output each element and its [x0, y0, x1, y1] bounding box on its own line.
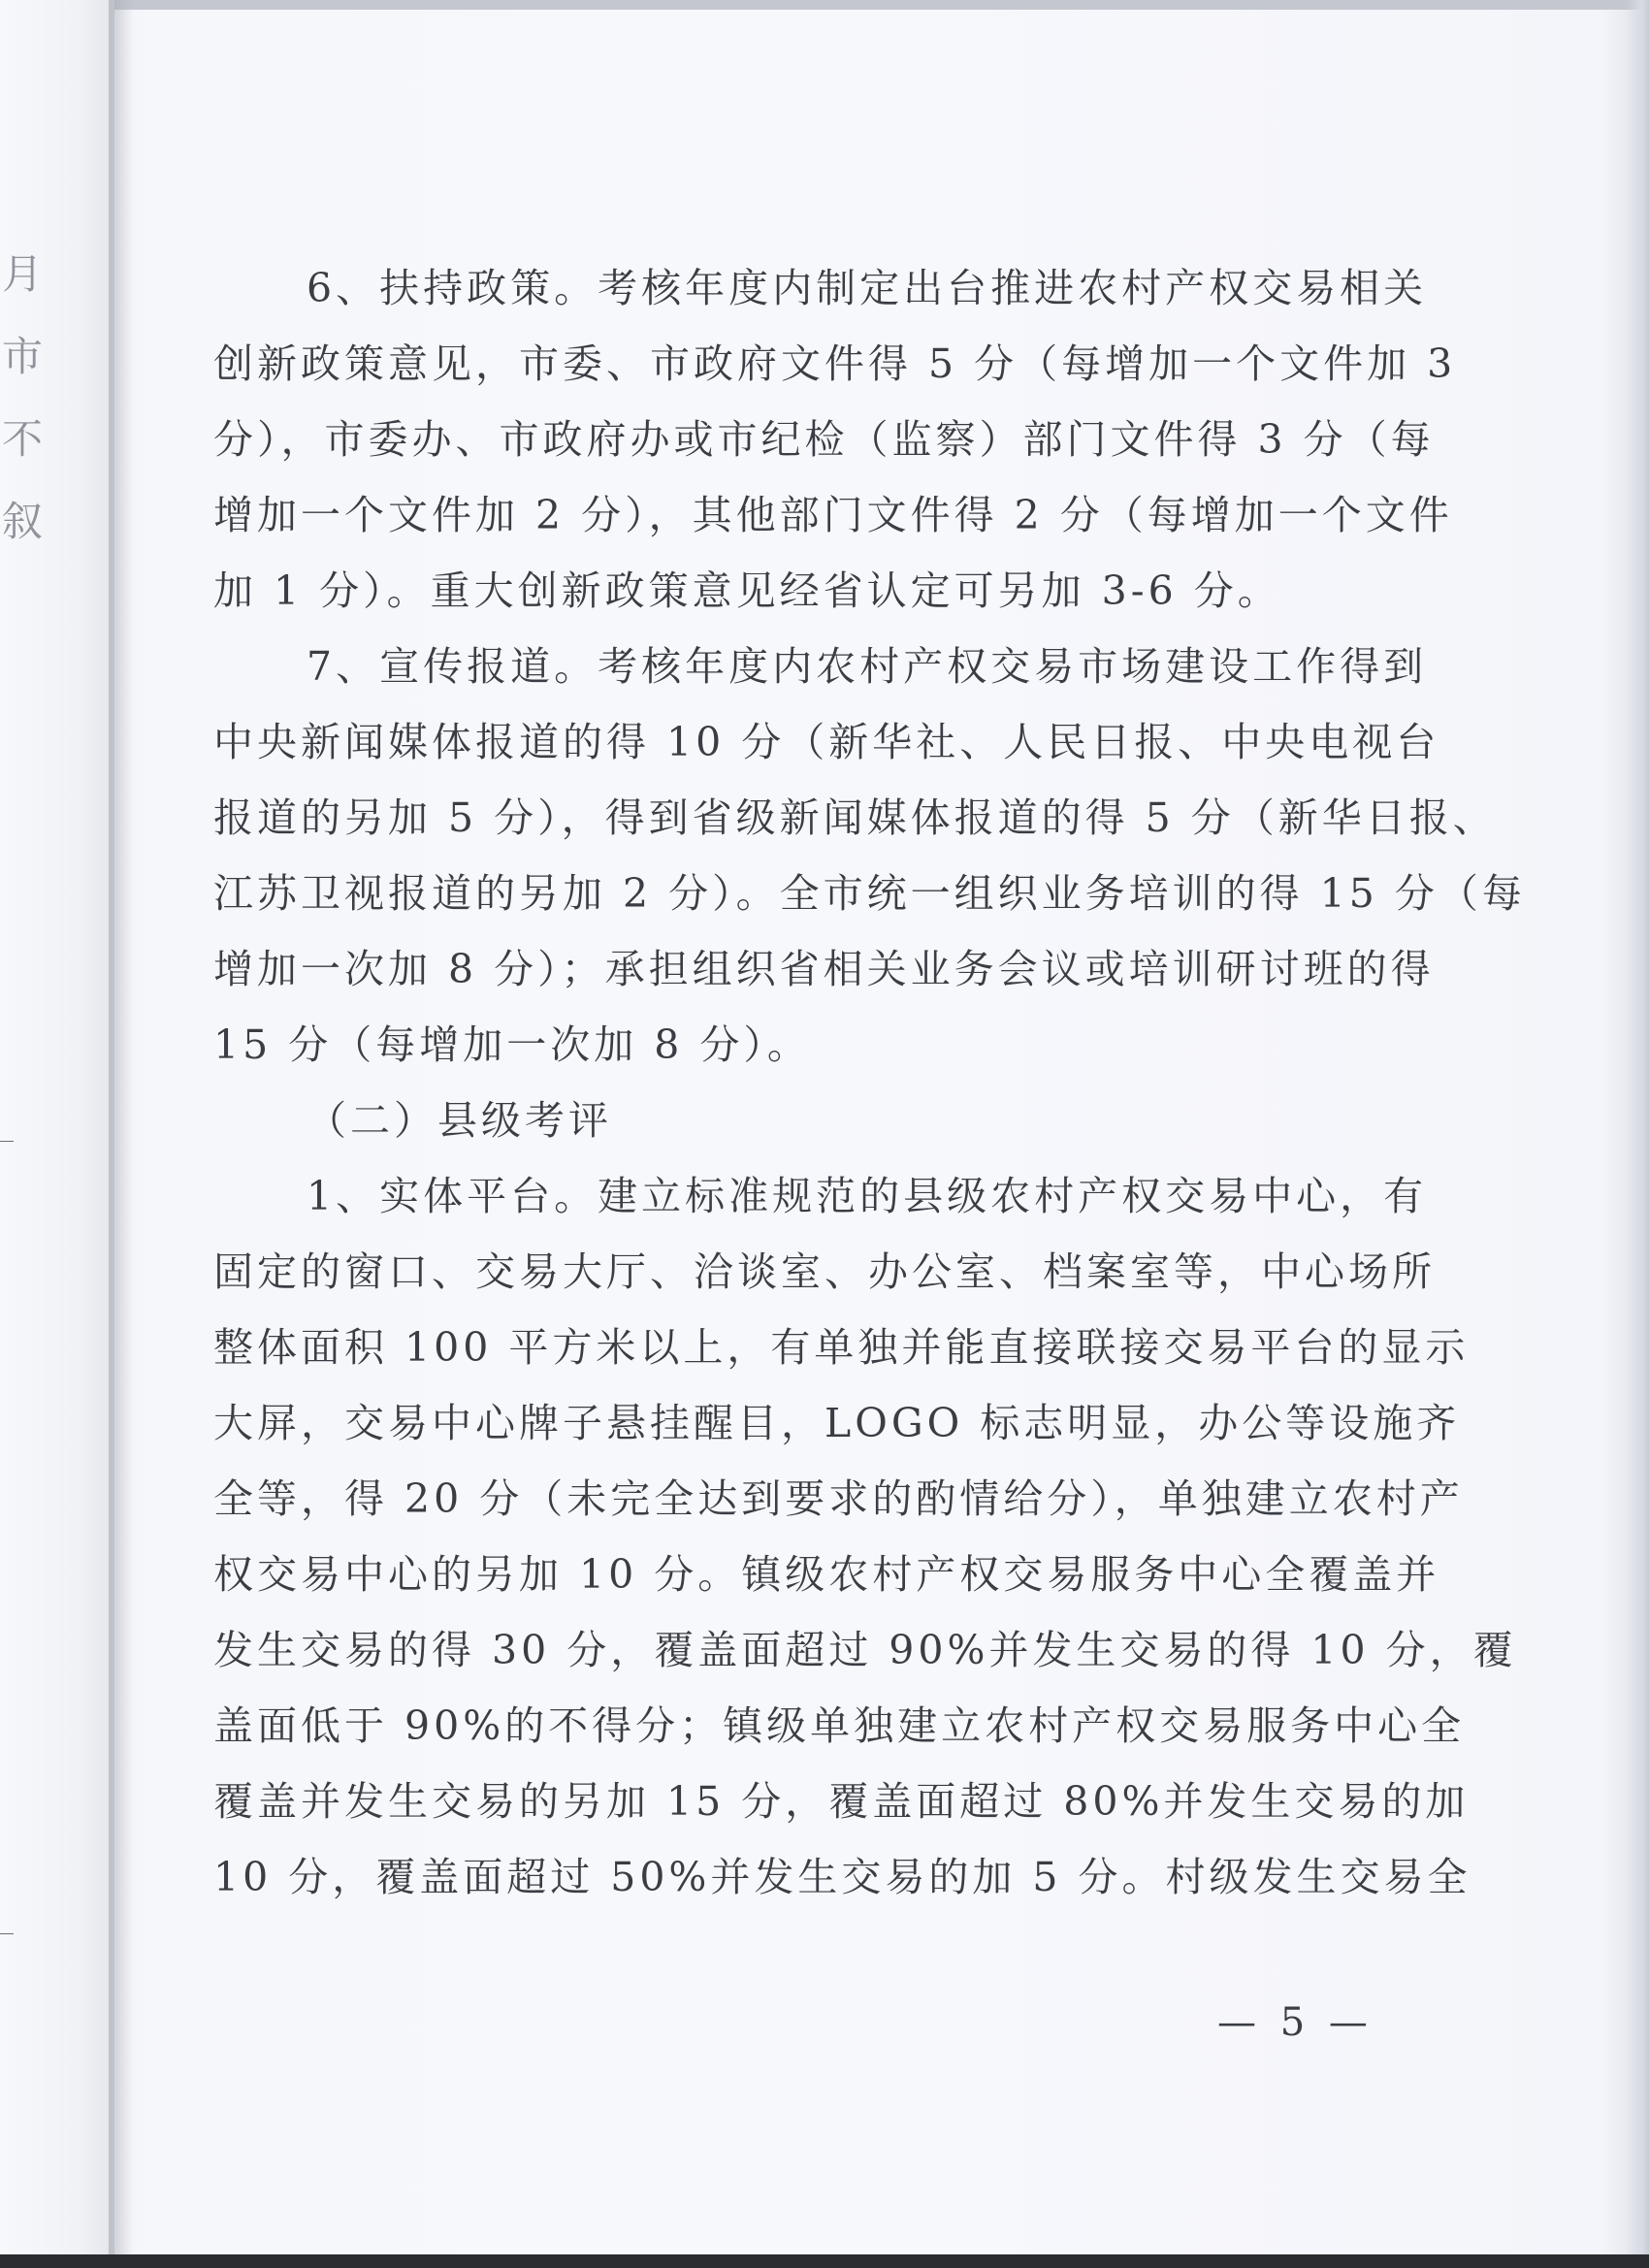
text-line: 盖面低于 90%的不得分；镇级单独建立农村产权交易服务中心全 — [213, 1702, 1466, 1749]
prev-page-fragment: 不 — [2, 415, 44, 463]
paragraph-support-policy — [213, 250, 1457, 629]
text-line: 全等，得 20 分（未完全达到要求的酌情给分），单独建立农村产 — [213, 1475, 1464, 1522]
paragraph-physical-platform — [213, 1158, 1517, 1915]
text-line: 整体面积 100 平方米以上，有单独并能直接联接交易平台的显示 — [213, 1324, 1470, 1371]
prev-page-mark — [0, 1933, 14, 1934]
page-right-edge — [1626, 0, 1649, 2268]
text-line: 增加一次加 8 分）；承担组织省相关业务会议或培训研讨班的得 — [213, 946, 1435, 992]
paragraph-publicity — [213, 629, 1526, 1083]
text-line: 权交易中心的另加 10 分。镇级农村产权交易服务中心全覆盖并 — [213, 1551, 1440, 1598]
section-heading-county: （二）县级考评 — [307, 1097, 612, 1144]
text-line: 分），市委办、市政府办或市纪检（监察）部门文件得 3 分（每 — [213, 416, 1435, 463]
text-line: 加 1 分）。重大创新政策意见经省认定可另加 3-6 分。 — [213, 567, 1281, 614]
scan-bottom-edge — [0, 2254, 1649, 2268]
text-line: 10 分，覆盖面超过 50%并发生交易的加 5 分。村级发生交易全 — [213, 1854, 1471, 1900]
document-body — [213, 250, 1526, 1915]
text-line: 大屏，交易中心牌子悬挂醒目，LOGO 标志明显，办公等设施齐 — [213, 1400, 1461, 1446]
page-number: — 5 — — [1217, 2000, 1374, 2045]
text-line: 覆盖并发生交易的另加 15 分，覆盖面超过 80%并发生交易的加 — [213, 1778, 1470, 1825]
text-line: 6、扶持政策。考核年度内制定出台推进农村产权交易相关 — [307, 265, 1428, 311]
text-line: 15 分（每增加一次加 8 分）。 — [213, 1021, 811, 1068]
prev-page-fragment: 月 — [2, 250, 44, 298]
text-line: 固定的窗口、交易大厅、洽谈室、办公室、档案室等，中心场所 — [213, 1248, 1436, 1295]
text-line: 江苏卫视报道的另加 2 分）。全市统一组织业务培训的得 15 分（每 — [213, 870, 1526, 917]
scan-top-edge — [0, 0, 1649, 10]
prev-page-mark — [0, 1141, 14, 1142]
text-line: 增加一个文件加 2 分），其他部门文件得 2 分（每增加一个文件 — [213, 492, 1453, 538]
text-line: 中央新闻媒体报道的得 10 分（新华社、人民日报、中央电视台 — [213, 719, 1440, 765]
text-line: 1、实体平台。建立标准规范的县级农村产权交易中心，有 — [307, 1173, 1428, 1219]
previous-page-sliver — [0, 0, 114, 2268]
text-line: 发生交易的得 30 分，覆盖面超过 90%并发生交易的得 10 分，覆 — [213, 1627, 1517, 1673]
text-line: 报道的另加 5 分），得到省级新闻媒体报道的得 5 分（新华日报、 — [213, 794, 1497, 841]
prev-page-fragment: 叙 — [2, 498, 44, 545]
text-line: 创新政策意见，市委、市政府文件得 5 分（每增加一个文件加 3 — [213, 340, 1457, 387]
prev-page-fragment: 市 — [2, 333, 44, 380]
text-line: 7、宣传报道。考核年度内农村产权交易市场建设工作得到 — [307, 643, 1428, 690]
binding-gutter-shadow — [109, 0, 134, 2268]
